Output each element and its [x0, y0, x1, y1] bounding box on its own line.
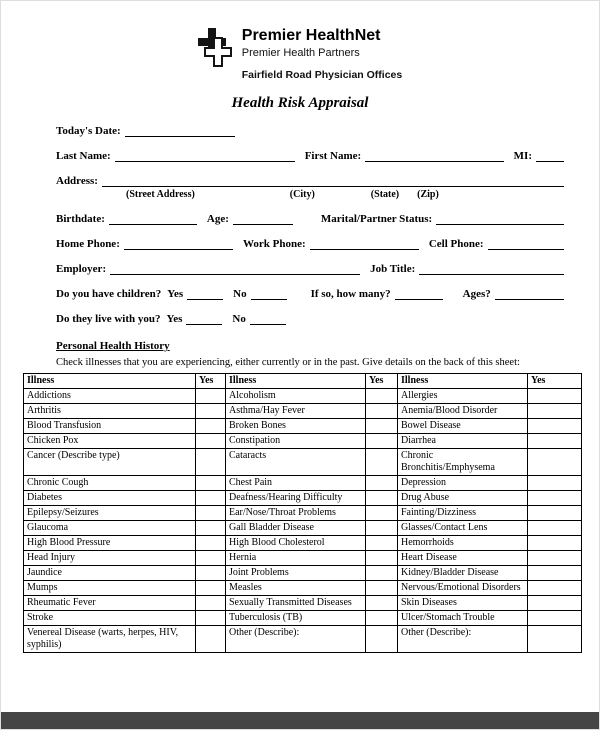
live-with-no-label: No: [232, 313, 246, 325]
table-row: [24, 434, 582, 449]
illness-cell: Heart Disease: [398, 551, 528, 566]
brand-block: [198, 27, 402, 81]
yes-checkbox-cell: [528, 476, 582, 491]
illness-cell: Ulcer/Stomach Trouble: [398, 611, 528, 626]
illness-cell: Gall Bladder Disease: [226, 521, 366, 536]
illness-cell: High Blood Pressure: [24, 536, 196, 551]
table-row: [24, 596, 582, 611]
yes-checkbox-cell: [528, 611, 582, 626]
illness-cell: Hemorrhoids: [398, 536, 528, 551]
illness-cell: Nervous/Emotional Disorders: [398, 581, 528, 596]
yes-checkbox-cell: [528, 404, 582, 419]
illness-cell: Tuberculosis (TB): [226, 611, 366, 626]
yes-checkbox-cell: [366, 536, 398, 551]
col-header-illness-2: Illness: [226, 374, 366, 389]
marital-status-label: Marital/Partner Status:: [320, 213, 433, 225]
live-with-row: [56, 313, 564, 325]
age-blank: [233, 213, 293, 225]
col-header-illness-3: Illness: [398, 374, 528, 389]
illness-cell: Glasses/Contact Lens: [398, 521, 528, 536]
table-row: [24, 536, 582, 551]
yes-checkbox-cell: [366, 626, 398, 653]
illness-cell: Alcoholism: [226, 389, 366, 404]
work-phone-label: Work Phone:: [243, 238, 306, 250]
table-row: [24, 581, 582, 596]
illness-cell: Sexually Transmitted Diseases: [226, 596, 366, 611]
illness-cell: Bowel Disease: [398, 419, 528, 434]
premier-health-logo-icon: [198, 27, 232, 67]
col-header-yes-2: Yes: [366, 374, 398, 389]
yes-checkbox-cell: [528, 419, 582, 434]
yes-checkbox-cell: [528, 434, 582, 449]
yes-checkbox-cell: [196, 551, 226, 566]
yes-checkbox-cell: [196, 491, 226, 506]
street-address-caption: (Street Address): [126, 189, 195, 200]
illness-cell: Anemia/Blood Disorder: [398, 404, 528, 419]
job-title-label: Job Title:: [370, 263, 416, 275]
yes-checkbox-cell: [196, 419, 226, 434]
yes-checkbox-cell: [366, 551, 398, 566]
illness-cell: Jaundice: [24, 566, 196, 581]
office-name: Fairfield Road Physician Offices: [241, 69, 403, 81]
yes-checkbox-cell: [196, 389, 226, 404]
yes-checkbox-cell: [196, 521, 226, 536]
yes-checkbox-cell: [366, 389, 398, 404]
ages-label: Ages?: [462, 288, 491, 300]
yes-checkbox-cell: [366, 521, 398, 536]
job-title-blank: [419, 263, 564, 275]
yes-checkbox-cell: [528, 536, 582, 551]
yes-checkbox-cell: [528, 449, 582, 476]
illness-cell: Skin Diseases: [398, 596, 528, 611]
yes-checkbox-cell: [366, 434, 398, 449]
yes-checkbox-cell: [366, 476, 398, 491]
illness-cell: Constipation: [226, 434, 366, 449]
illness-cell: Arthritis: [24, 404, 196, 419]
form-title: Health Risk Appraisal: [231, 95, 369, 111]
home-phone-label: Home Phone:: [56, 238, 120, 250]
first-name-blank: [365, 150, 503, 162]
yes-checkbox-cell: [528, 506, 582, 521]
live-with-yes-blank: [186, 313, 222, 325]
yes-checkbox-cell: [366, 404, 398, 419]
table-row: [24, 566, 582, 581]
table-header-row: [24, 374, 582, 389]
illness-cell: Allergies: [398, 389, 528, 404]
employer-row: [56, 263, 564, 275]
illness-cell: Deafness/Hearing Difficulty: [226, 491, 366, 506]
illness-table: [23, 373, 582, 653]
how-many-label: If so, how many?: [310, 288, 391, 300]
illness-cell: Cancer (Describe type): [24, 449, 196, 476]
col-header-yes-1: Yes: [196, 374, 226, 389]
yes-checkbox-cell: [196, 566, 226, 581]
illness-cell: Ear/Nose/Throat Problems: [226, 506, 366, 521]
header: [1, 1, 599, 81]
employer-label: Employer:: [56, 263, 107, 275]
last-name-blank: [115, 150, 295, 162]
last-name-label: Last Name:: [56, 150, 111, 162]
yes-checkbox-cell: [196, 404, 226, 419]
yes-checkbox-cell: [366, 506, 398, 521]
illness-cell: High Blood Cholesterol: [226, 536, 366, 551]
history-instructions: Check illnesses that you are experiencing, either currently or in the past. Give details on the back of this sheet:: [56, 357, 520, 368]
live-with-question-label: Do they live with you?: [56, 313, 161, 325]
table-row: [24, 551, 582, 566]
phones-row: [56, 238, 564, 250]
illness-cell: Other (Describe):: [398, 626, 528, 653]
illness-cell: Depression: [398, 476, 528, 491]
cell-phone-blank: [488, 238, 564, 250]
illness-cell: Chronic Bronchitis/Emphysema: [398, 449, 528, 476]
illness-cell: Kidney/Bladder Disease: [398, 566, 528, 581]
birthdate-row: [56, 213, 564, 225]
yes-checkbox-cell: [196, 611, 226, 626]
illness-cell: Asthma/Hay Fever: [226, 404, 366, 419]
yes-checkbox-cell: [366, 449, 398, 476]
illness-cell: Joint Problems: [226, 566, 366, 581]
live-with-yes-label: Yes: [166, 313, 183, 325]
city-caption: (City): [289, 189, 315, 200]
illness-cell: Stroke: [24, 611, 196, 626]
age-label: Age:: [206, 213, 229, 225]
col-header-yes-3: Yes: [528, 374, 582, 389]
name-row: [56, 150, 564, 162]
yes-checkbox-cell: [528, 521, 582, 536]
illness-table-body: [24, 389, 582, 653]
ages-blank: [495, 288, 564, 300]
illness-cell: Chest Pain: [226, 476, 366, 491]
children-yes-label: Yes: [167, 288, 184, 300]
address-blank: [102, 175, 564, 187]
brand-text: [242, 27, 402, 81]
illness-cell: Epilepsy/Seizures: [24, 506, 196, 521]
brand-subtitle: Premier Health Partners: [241, 47, 360, 59]
employer-blank: [110, 263, 360, 275]
marital-status-blank: [436, 213, 564, 225]
yes-checkbox-cell: [196, 449, 226, 476]
how-many-blank: [395, 288, 443, 300]
yes-checkbox-cell: [366, 419, 398, 434]
todays-date-row: [56, 125, 564, 137]
table-row: [24, 491, 582, 506]
table-row: [24, 449, 582, 476]
table-row: [24, 506, 582, 521]
yes-checkbox-cell: [196, 434, 226, 449]
col-header-illness-1: Illness: [24, 374, 196, 389]
illness-cell: Chronic Cough: [24, 476, 196, 491]
mi-blank: [536, 150, 564, 162]
table-row: [24, 389, 582, 404]
yes-checkbox-cell: [196, 476, 226, 491]
children-no-label: No: [233, 288, 247, 300]
yes-checkbox-cell: [196, 626, 226, 653]
yes-checkbox-cell: [196, 506, 226, 521]
illness-cell: Diabetes: [24, 491, 196, 506]
yes-checkbox-cell: [366, 566, 398, 581]
yes-checkbox-cell: [366, 596, 398, 611]
yes-checkbox-cell: [196, 581, 226, 596]
children-yes-blank: [187, 288, 223, 300]
illness-cell: Chicken Pox: [24, 434, 196, 449]
yes-checkbox-cell: [528, 626, 582, 653]
yes-checkbox-cell: [528, 551, 582, 566]
yes-checkbox-cell: [528, 566, 582, 581]
live-with-no-blank: [250, 313, 286, 325]
illness-cell: Fainting/Dizziness: [398, 506, 528, 521]
address-captions-row: [56, 189, 564, 200]
illness-cell: Rheumatic Fever: [24, 596, 196, 611]
children-row: [56, 288, 564, 300]
work-phone-blank: [310, 238, 419, 250]
address-label: Address:: [56, 175, 98, 187]
state-caption: (State): [370, 189, 400, 200]
illness-cell: Broken Bones: [226, 419, 366, 434]
yes-checkbox-cell: [366, 491, 398, 506]
children-question-label: Do you have children?: [56, 288, 162, 300]
yes-checkbox-cell: [528, 491, 582, 506]
brand-name: Premier HealthNet: [241, 27, 381, 44]
yes-checkbox-cell: [366, 581, 398, 596]
illness-cell: Venereal Disease (warts, herpes, HIV, syphilis): [24, 626, 196, 653]
table-row: [24, 611, 582, 626]
table-row: [24, 404, 582, 419]
address-row: [56, 175, 564, 187]
table-row: [24, 419, 582, 434]
table-row: [24, 626, 582, 653]
todays-date-label: Today's Date:: [56, 125, 121, 137]
illness-cell: Blood Transfusion: [24, 419, 196, 434]
first-name-label: First Name:: [304, 150, 362, 162]
illness-cell: Diarrhea: [398, 434, 528, 449]
yes-checkbox-cell: [528, 389, 582, 404]
illness-cell: Mumps: [24, 581, 196, 596]
birthdate-blank: [109, 213, 197, 225]
illness-cell: Glaucoma: [24, 521, 196, 536]
home-phone-blank: [124, 238, 233, 250]
yes-checkbox-cell: [196, 596, 226, 611]
yes-checkbox-cell: [196, 536, 226, 551]
yes-checkbox-cell: [528, 581, 582, 596]
todays-date-blank: [125, 125, 235, 137]
cell-phone-label: Cell Phone:: [428, 238, 484, 250]
table-row: [24, 521, 582, 536]
illness-cell: Cataracts: [226, 449, 366, 476]
illness-cell: Drug Abuse: [398, 491, 528, 506]
yes-checkbox-cell: [366, 611, 398, 626]
birthdate-label: Birthdate:: [56, 213, 105, 225]
zip-caption: (Zip): [417, 189, 439, 200]
illness-cell: Head Injury: [24, 551, 196, 566]
illness-cell: Measles: [226, 581, 366, 596]
personal-health-history-heading: Personal Health History: [56, 340, 170, 352]
illness-cell: Hernia: [226, 551, 366, 566]
illness-cell: Other (Describe):: [226, 626, 366, 653]
yes-checkbox-cell: [528, 596, 582, 611]
illness-cell: Addictions: [24, 389, 196, 404]
page-bottom-edge: [1, 712, 599, 729]
children-no-blank: [251, 288, 287, 300]
mi-label: MI:: [513, 150, 532, 162]
table-row: [24, 476, 582, 491]
